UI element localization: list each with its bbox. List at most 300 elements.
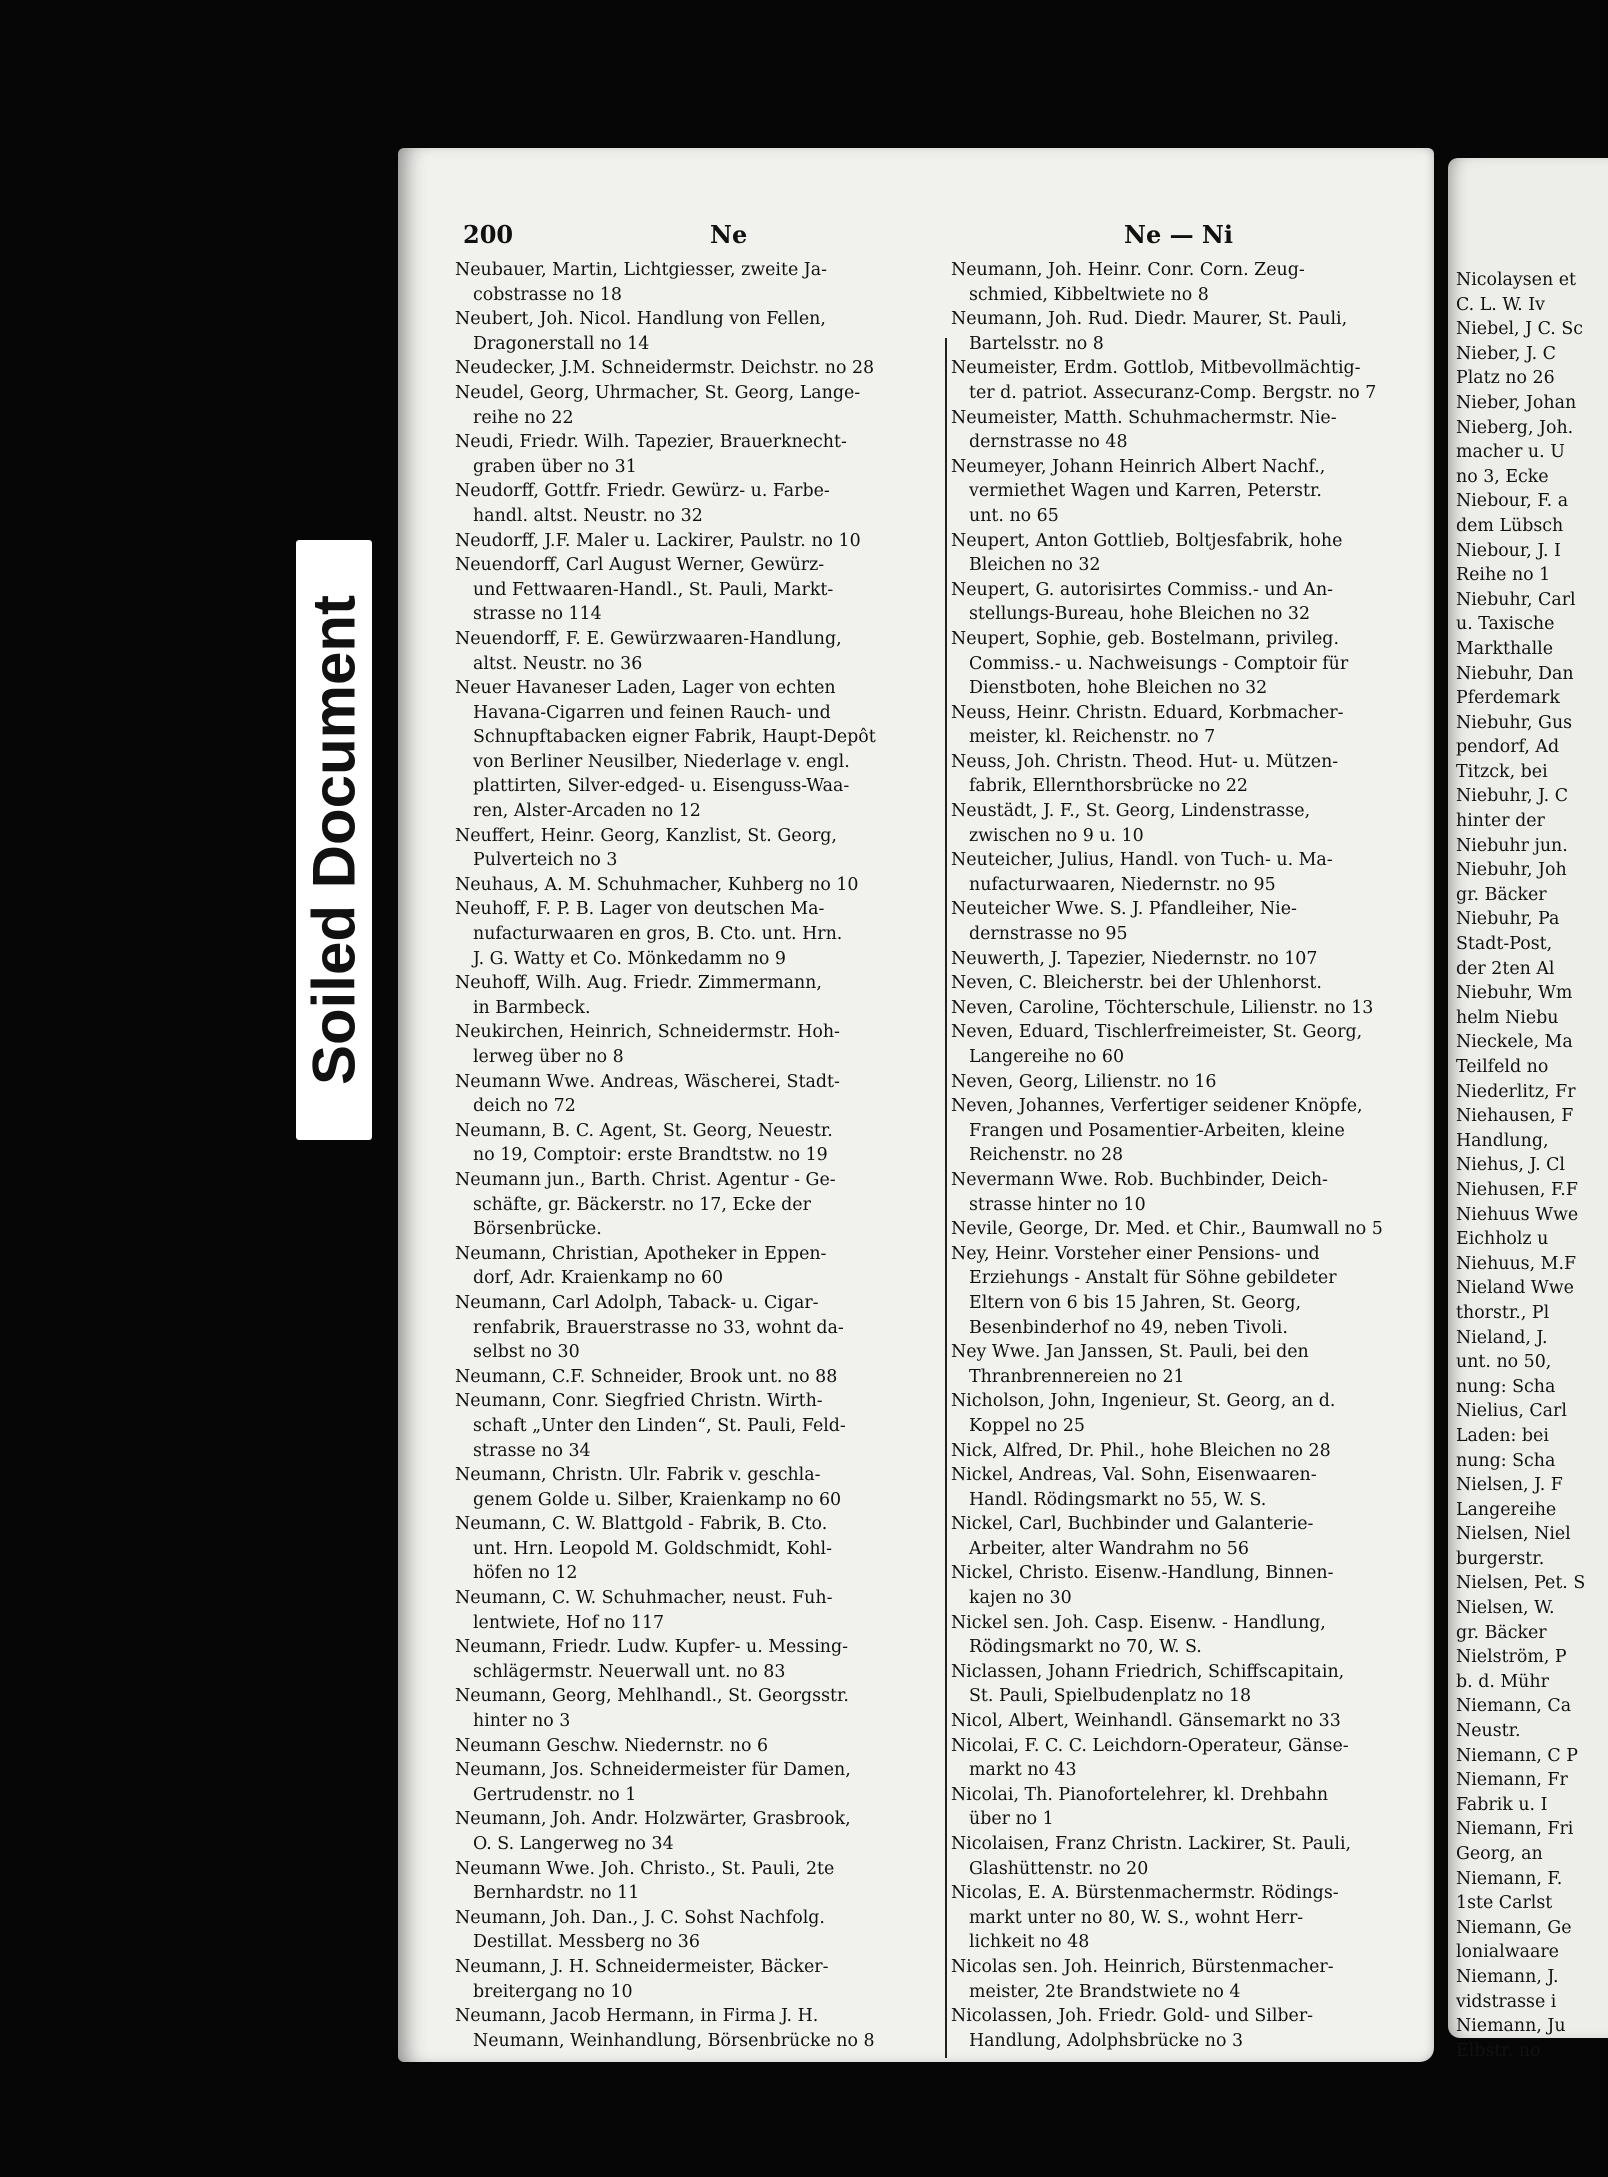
next-page-fragment: Niehusen, F.F xyxy=(1456,1179,1578,1200)
entry-continuation-line: strasse no 34 xyxy=(473,1440,591,1461)
directory-entry xyxy=(455,356,923,381)
next-page-fragment: Niemann, F. xyxy=(1456,1868,1563,1889)
directory-entry xyxy=(951,799,1419,848)
entry-continuation-line: Koppel no 25 xyxy=(969,1415,1085,1436)
directory-entry xyxy=(455,873,923,898)
directory-entry xyxy=(455,1586,923,1635)
entry-name-line: Neumann, Joh. Rud. Diedr. Maurer, St. Pauli, xyxy=(951,309,1348,330)
entry-continuation-line: Glashüttenstr. no 20 xyxy=(969,1858,1149,1879)
next-page-fragment: Niemann, Ge xyxy=(1456,1917,1572,1938)
directory-entry xyxy=(455,1389,923,1463)
entry-continuation-line: schäfte, gr. Bäckerstr. no 17, Ecke der xyxy=(473,1194,811,1215)
entry-name-line: Neubauer, Martin, Lichtgiesser, zweite Ja- xyxy=(455,260,828,280)
next-page-fragment: Niehausen, F xyxy=(1456,1106,1574,1127)
next-page-fragment: Niemann, C P xyxy=(1456,1745,1578,1766)
entry-name-line: Neudorff, Gottfr. Friedr. Gewürz- u. Farbe- xyxy=(455,481,830,502)
next-page-fragment: Niemann, Ca xyxy=(1456,1696,1572,1717)
next-page-fragment: Nieber, Johan xyxy=(1456,392,1577,413)
entry-continuation-line: Eltern von 6 bis 15 Jahren, St. Georg, xyxy=(969,1292,1301,1313)
entry-name-line: Neven, C. Bleicherstr. bei der Uhlenhorst. xyxy=(951,973,1322,994)
directory-entry xyxy=(951,1463,1419,1512)
entry-name-line: Nickel, Christo. Eisenw.-Handlung, Binnen- xyxy=(951,1563,1334,1584)
next-page-fragment: Niebuhr, J. C xyxy=(1456,786,1569,807)
directory-entry xyxy=(455,1955,923,2004)
next-page-fragment: Niebel, J C. Sc xyxy=(1456,319,1584,340)
entry-name-line: Neukirchen, Heinrich, Schneidermstr. Hoh- xyxy=(455,1022,840,1043)
directory-entry xyxy=(455,1906,923,1955)
next-page-fragment: Niebuhr, Pa xyxy=(1456,909,1560,930)
entry-name-line: Neuhoff, Wilh. Aug. Friedr. Zimmermann, xyxy=(455,973,822,994)
next-page-fragment: Platz no 26 xyxy=(1456,368,1555,389)
next-page-fragment: Langereihe xyxy=(1456,1499,1557,1520)
left-column xyxy=(455,258,923,2053)
entry-name-line: Neupert, Sophie, geb. Bostelmann, privileg. xyxy=(951,628,1339,649)
next-page-fragment: 1ste Carlst xyxy=(1456,1893,1553,1914)
directory-entry xyxy=(951,1168,1419,1217)
entry-continuation-line: Pulverteich no 3 xyxy=(473,850,618,871)
next-page-fragment: Nieland, J. xyxy=(1456,1327,1548,1348)
entry-name-line: Nicholson, John, Ingenieur, St. Georg, an d. xyxy=(951,1391,1336,1412)
next-page-fragment: Niebuhr, Dan xyxy=(1456,663,1574,684)
directory-entry xyxy=(951,1832,1419,1881)
column-divider xyxy=(945,338,947,2058)
entry-continuation-line: strasse hinter no 10 xyxy=(969,1194,1146,1215)
entry-name-line: Neudel, Georg, Uhrmacher, St. Georg, Lange- xyxy=(455,382,861,403)
entry-name-line: Neuendorff, Carl August Werner, Gewürz- xyxy=(455,555,825,576)
directory-entry xyxy=(951,1611,1419,1660)
directory-entry xyxy=(951,897,1419,946)
entry-continuation-line: höfen no 12 xyxy=(473,1563,578,1584)
next-page-fragment: nung: Scha xyxy=(1456,1376,1556,1397)
next-page-fragment: Reihe no 1 xyxy=(1456,565,1551,586)
entry-continuation-line: Rödingsmarkt no 70, W. S. xyxy=(969,1637,1202,1658)
directory-entry xyxy=(951,356,1419,405)
next-page-fragment: gr. Bäcker xyxy=(1456,1622,1547,1643)
entry-continuation-line: O. S. Langerweg no 34 xyxy=(473,1834,674,1854)
entry-continuation-line: Handlung, Adolphsbrücke no 3 xyxy=(969,2030,1244,2051)
entry-continuation-line: renfabrik, Brauerstrasse no 33, wohnt da- xyxy=(473,1317,844,1338)
entry-continuation-line: fabrik, Ellernthorsbrücke no 22 xyxy=(969,776,1248,797)
entry-name-line: Neumann, Friedr. Ludw. Kupfer- u. Messing- xyxy=(455,1637,848,1658)
directory-entry xyxy=(951,307,1419,356)
next-page-fragment: Elbstr. no xyxy=(1456,2040,1541,2061)
next-page-fragment: Niehus, J. Cl xyxy=(1456,1155,1565,1176)
next-page-fragment: Niemann, J. xyxy=(1456,1966,1559,1987)
entry-continuation-line: Besenbinderhof no 49, neben Tivoli. xyxy=(969,1317,1288,1338)
directory-entry xyxy=(951,578,1419,627)
directory-entry xyxy=(951,1512,1419,1561)
entry-continuation-line: lerweg über no 8 xyxy=(473,1047,624,1067)
entry-name-line: Nicolassen, Joh. Friedr. Gold- und Silber- xyxy=(951,2006,1314,2027)
directory-entry xyxy=(951,1340,1419,1389)
directory-entry xyxy=(455,430,923,479)
directory-entry xyxy=(455,1020,923,1069)
entry-continuation-line: vermiethet Wagen und Karren, Peterstr. xyxy=(969,481,1322,502)
next-page-fragment: Niebuhr jun. xyxy=(1456,835,1568,856)
directory-entry xyxy=(455,479,923,528)
next-page-fragment: Niebuhr, Joh xyxy=(1456,860,1567,881)
directory-entry xyxy=(951,1020,1419,1069)
entry-continuation-line: Bartelsstr. no 8 xyxy=(969,333,1104,354)
entry-continuation-line: von Berliner Neusilber, Niederlage v. engl. xyxy=(473,751,850,772)
entry-continuation-line: genem Golde u. Silber, Kraienkamp no 60 xyxy=(473,1489,842,1510)
entry-continuation-line: meister, 2te Brandstwiete no 4 xyxy=(969,1981,1241,2002)
entry-continuation-line: Commiss.- u. Nachweisungs - Comptoir für xyxy=(969,653,1349,674)
next-page-fragment: Neustr. xyxy=(1456,1721,1521,1742)
directory-entry xyxy=(455,824,923,873)
next-page-fragment: Nielsen, J. F xyxy=(1456,1475,1563,1496)
entry-continuation-line: unt. no 65 xyxy=(969,505,1059,526)
entry-name-line: Neumann, B. C. Agent, St. Georg, Neuestr. xyxy=(455,1120,833,1141)
entry-name-line: Neudecker, J.M. Schneidermstr. Deichstr. no 28 xyxy=(455,358,875,379)
directory-entry xyxy=(951,1734,1419,1783)
entry-continuation-line: ter d. patriot. Assecuranz-Comp. Bergstr. no 7 xyxy=(969,382,1377,403)
directory-entry xyxy=(455,1070,923,1119)
entry-name-line: Neven, Johannes, Verfertiger seidener Knöpfe, xyxy=(951,1096,1363,1117)
next-page-fragment: b. d. Mühr xyxy=(1456,1671,1549,1692)
next-page-fragment: lonialwaare xyxy=(1456,1942,1559,1963)
soiled-document-stamp: Soiled Document xyxy=(300,594,368,1086)
next-page-fragment: Niehuus Wwe xyxy=(1456,1204,1579,1225)
next-page-fragment: Fabrik u. I xyxy=(1456,1794,1548,1815)
directory-entry xyxy=(455,1734,923,1759)
entry-continuation-line: altst. Neustr. no 36 xyxy=(473,653,643,674)
directory-entry xyxy=(455,1365,923,1390)
entry-continuation-line: Bernhardstr. no 11 xyxy=(473,1883,640,1904)
entry-name-line: Neumann, Georg, Mehlhandl., St. Georgsstr. xyxy=(455,1686,849,1707)
directory-entry xyxy=(455,1857,923,1906)
entry-continuation-line: J. G. Watty et Co. Mönkedamm no 9 xyxy=(473,948,786,969)
next-page-edge xyxy=(1448,158,1608,2061)
entry-name-line: Ney, Heinr. Vorsteher einer Pensions- und xyxy=(951,1243,1320,1264)
directory-entry xyxy=(455,897,923,971)
directory-entry xyxy=(951,1439,1419,1464)
entry-continuation-line: in Barmbeck. xyxy=(473,997,591,1018)
entry-name-line: Nicolas, E. A. Bürstenmachermstr. Rödings- xyxy=(951,1883,1339,1904)
directory-entry xyxy=(455,381,923,430)
next-page-fragment: C. L. W. Iv xyxy=(1456,294,1545,315)
entry-continuation-line: Erziehungs - Anstalt für Söhne gebildeter xyxy=(969,1268,1337,1289)
entry-continuation-line: und Fettwaaren-Handl., St. Pauli, Markt- xyxy=(473,579,834,600)
entry-name-line: Neudi, Friedr. Wilh. Tapezier, Brauerknecht- xyxy=(455,432,847,453)
entry-continuation-line: Thranbrennereien no 21 xyxy=(969,1366,1185,1387)
next-page-fragment: Nieber, J. C xyxy=(1456,343,1556,364)
entry-name-line: Ney Wwe. Jan Janssen, St. Pauli, bei den xyxy=(951,1342,1309,1363)
next-page-fragment: Niebour, J. I xyxy=(1456,540,1561,561)
entry-name-line: Neuss, Heinr. Christn. Eduard, Korbmacher- xyxy=(951,702,1344,723)
next-page-fragment: Niehuus, M.F xyxy=(1456,1253,1577,1274)
entry-name-line: Neuhoff, F. P. B. Lager von deutschen Ma- xyxy=(455,899,825,920)
directory-entry xyxy=(951,1881,1419,1955)
entry-continuation-line: graben über no 31 xyxy=(473,456,637,477)
directory-entry xyxy=(455,1168,923,1242)
entry-name-line: Neumeister, Erdm. Gottlob, Mitbevollmächtig- xyxy=(951,358,1361,379)
directory-entry xyxy=(951,1561,1419,1610)
entry-name-line: Neumann, Joh. Heinr. Conr. Corn. Zeug- xyxy=(951,260,1305,280)
next-page-fragment: Niemann, Ju xyxy=(1456,2016,1566,2037)
entry-name-line: Nickel, Andreas, Val. Sohn, Eisenwaaren- xyxy=(951,1465,1317,1486)
entry-name-line: Neumann, Christian, Apotheker in Eppen- xyxy=(455,1243,827,1264)
entry-name-line: Neumann, Conr. Siegfried Christn. Wirth- xyxy=(455,1391,823,1412)
directory-entry xyxy=(951,947,1419,972)
entry-continuation-line: St. Pauli, Spielbudenplatz no 18 xyxy=(969,1686,1252,1707)
directory-entry xyxy=(951,2004,1419,2053)
directory-entry xyxy=(951,750,1419,799)
entry-continuation-line: hinter no 3 xyxy=(473,1711,571,1732)
entry-name-line: Nicolai, Th. Pianofortelehrer, kl. Drehbahn xyxy=(951,1784,1329,1805)
directory-entry xyxy=(951,529,1419,578)
entry-continuation-line: Schnupftabacken eigner Fabrik, Haupt-Depôt xyxy=(473,727,876,748)
entry-continuation-line: nufacturwaaren en gros, B. Cto. unt. Hrn. xyxy=(473,924,843,945)
next-page-fragment: Niebuhr, Wm xyxy=(1456,983,1573,1004)
next-page-fragment: Nielsen, Niel xyxy=(1456,1524,1571,1545)
next-page-fragment: hinter der xyxy=(1456,811,1545,832)
directory-entry xyxy=(951,971,1419,996)
directory-entry xyxy=(951,1955,1419,2004)
entry-name-line: Neuteicher Wwe. S. J. Pfandleiher, Nie- xyxy=(951,899,1297,920)
entry-name-line: Neupert, Anton Gottlieb, Boltjesfabrik, hohe xyxy=(951,530,1343,551)
entry-name-line: Neuhaus, A. M. Schuhmacher, Kuhberg no 10 xyxy=(455,874,859,895)
entry-continuation-line: nufacturwaaren, Niedernstr. no 95 xyxy=(969,874,1276,895)
next-page-fragment: Niederlitz, Fr xyxy=(1456,1081,1576,1102)
directory-entry xyxy=(951,1389,1419,1438)
next-page-fragment: Niemann, Fr xyxy=(1456,1770,1568,1791)
entry-name-line: Neumeister, Matth. Schuhmachermstr. Nie- xyxy=(951,407,1337,428)
next-page-fragment: Stadt-Post, xyxy=(1456,934,1553,955)
entry-continuation-line: dernstrasse no 95 xyxy=(969,924,1128,945)
directory-entry xyxy=(455,1512,923,1586)
entry-name-line: Neumann jun., Barth. Christ. Agentur - Ge- xyxy=(455,1169,836,1190)
entry-name-line: Neumann Geschw. Niedernstr. no 6 xyxy=(455,1735,769,1756)
entry-name-line: Neuer Havaneser Laden, Lager von echten xyxy=(455,678,836,699)
entry-name-line: Neumann, C. W. Schuhmacher, neust. Fuh- xyxy=(455,1588,833,1609)
directory-entry xyxy=(951,1070,1419,1095)
directory-page xyxy=(398,148,1434,2062)
entry-name-line: Nicolas sen. Joh. Heinrich, Bürstenmacher- xyxy=(951,1956,1334,1977)
directory-entry xyxy=(455,1684,923,1733)
directory-entry xyxy=(455,1463,923,1512)
next-page-fragment: no 3, Ecke xyxy=(1456,466,1549,487)
entry-name-line: Nickel sen. Joh. Casp. Eisenw. - Handlung, xyxy=(951,1612,1326,1633)
next-page-fragment: Nielsen, Pet. S xyxy=(1456,1573,1586,1594)
entry-continuation-line: meister, kl. Reichenstr. no 7 xyxy=(969,727,1216,748)
next-page-fragment: Georg, an xyxy=(1456,1844,1543,1864)
directory-entry xyxy=(951,627,1419,701)
next-page-fragment: Titzck, bei xyxy=(1456,761,1548,782)
entry-name-line: Nicolai, F. C. C. Leichdorn-Operateur, Gänse- xyxy=(951,1735,1349,1756)
directory-entry xyxy=(455,1758,923,1807)
directory-entry xyxy=(455,1119,923,1168)
entry-name-line: Neumann, Joh. Dan., J. C. Sohst Nachfolg. xyxy=(455,1907,825,1928)
next-page-fragment: der 2ten Al xyxy=(1456,958,1555,979)
directory-entry xyxy=(951,1783,1419,1832)
entry-continuation-line: schaft „Unter den Linden“, St. Pauli, Feld- xyxy=(473,1415,846,1436)
next-page-fragment: Nicolaysen et xyxy=(1456,270,1576,290)
directory-entry xyxy=(455,676,923,824)
entry-continuation-line: reihe no 22 xyxy=(473,407,574,428)
directory-entry xyxy=(455,258,923,307)
page-number: 200 xyxy=(463,220,514,249)
entry-continuation-line: markt no 43 xyxy=(969,1760,1077,1781)
entry-name-line: Niclassen, Johann Friedrich, Schiffscapitain, xyxy=(951,1661,1345,1682)
entry-continuation-line: Dienstboten, hohe Bleichen no 32 xyxy=(969,678,1268,699)
entry-name-line: Nickel, Carl, Buchbinder und Galanterie- xyxy=(951,1514,1314,1535)
directory-entry xyxy=(455,529,923,554)
entry-name-line: Neumann, C. W. Blattgold - Fabrik, B. Cto. xyxy=(455,1514,828,1535)
entry-continuation-line: breitergang no 10 xyxy=(473,1981,633,2002)
next-page-fragment: Nieland Wwe xyxy=(1456,1278,1574,1299)
directory-entry xyxy=(951,1217,1419,1242)
directory-entry xyxy=(455,627,923,676)
next-page-fragment: Niebuhr, Gus xyxy=(1456,712,1573,733)
entry-name-line: Neumann, Joh. Andr. Holzwärter, Grasbrook, xyxy=(455,1809,851,1830)
entry-continuation-line: unt. Hrn. Leopold M. Goldschmidt, Kohl- xyxy=(473,1538,832,1559)
next-page-fragment: Pferdemark xyxy=(1456,688,1560,709)
entry-continuation-line: cobstrasse no 18 xyxy=(473,284,622,305)
entry-continuation-line: kajen no 30 xyxy=(969,1588,1072,1609)
directory-entry xyxy=(951,406,1419,455)
next-page-fragment: pendorf, Ad xyxy=(1456,737,1560,758)
entry-continuation-line: schmied, Kibbeltwiete no 8 xyxy=(969,284,1209,305)
entry-continuation-line: Handl. Rödingsmarkt no 55, W. S. xyxy=(969,1489,1267,1510)
entry-continuation-line: selbst no 30 xyxy=(473,1342,580,1363)
right-column xyxy=(951,258,1419,2053)
directory-entry xyxy=(951,1709,1419,1734)
next-page-fragment: Eichholz u xyxy=(1456,1229,1549,1250)
next-page-fragment: u. Taxische xyxy=(1456,614,1555,635)
entry-continuation-line: zwischen no 9 u. 10 xyxy=(969,825,1144,846)
next-page-fragment: Nielsen, W. xyxy=(1456,1598,1555,1619)
entry-name-line: Nick, Alfred, Dr. Phil., hohe Bleichen no 28 xyxy=(951,1440,1331,1461)
entry-name-line: Neven, Georg, Lilienstr. no 16 xyxy=(951,1071,1217,1092)
next-page-fragment: Niebuhr, Carl xyxy=(1456,589,1576,610)
next-page-fragment: Markthalle xyxy=(1456,638,1553,659)
directory-entry xyxy=(951,1242,1419,1340)
next-page-fragment: Nieckele, Ma xyxy=(1456,1032,1573,1053)
entry-name-line: Neuwerth, J. Tapezier, Niedernstr. no 107 xyxy=(951,948,1318,969)
next-page-fragment: vidstrasse i xyxy=(1456,1991,1557,2012)
entry-name-line: Neumann, Carl Adolph, Taback- u. Cigar- xyxy=(455,1292,819,1313)
directory-entry xyxy=(455,1635,923,1684)
directory-entry xyxy=(455,553,923,627)
entry-name-line: Neubert, Joh. Nicol. Handlung von Fellen, xyxy=(455,309,826,330)
directory-entry xyxy=(455,2004,923,2053)
next-page-fragment: macher u. U xyxy=(1456,442,1565,463)
entry-name-line: Neumann, J. H. Schneidermeister, Bäcker- xyxy=(455,1956,829,1977)
directory-entry xyxy=(951,1660,1419,1709)
entry-name-line: Neupert, G. autorisirtes Commiss.- und An- xyxy=(951,579,1334,600)
entry-continuation-line: Frangen und Posamentier-Arbeiten, kleine xyxy=(969,1120,1345,1141)
entry-continuation-line: dernstrasse no 48 xyxy=(969,432,1128,453)
entry-continuation-line: Gertrudenstr. no 1 xyxy=(473,1784,637,1805)
entry-name-line: Neumann, Jacob Hermann, in Firma J. H. xyxy=(455,2006,819,2027)
next-page-fragment: Handlung, xyxy=(1456,1130,1549,1151)
next-page-fragment: gr. Bäcker xyxy=(1456,884,1547,905)
directory-entry xyxy=(455,1291,923,1365)
entry-name-line: Neumann Wwe. Andreas, Wäscherei, Stadt- xyxy=(455,1071,840,1092)
entry-continuation-line: Arbeiter, alter Wandrahm no 56 xyxy=(969,1538,1249,1559)
entry-continuation-line: lichkeit no 48 xyxy=(969,1932,1090,1953)
next-page-fragment: thorstr., Pl xyxy=(1456,1302,1550,1323)
entry-continuation-line: markt unter no 80, W. S., wohnt Herr- xyxy=(969,1907,1304,1928)
directory-entry xyxy=(455,1807,923,1856)
next-page-fragment: Nielius, Carl xyxy=(1456,1401,1567,1422)
entry-continuation-line: Langereihe no 60 xyxy=(969,1047,1125,1067)
entry-continuation-line: ren, Alster-Arcaden no 12 xyxy=(473,801,701,822)
entry-continuation-line: Bleichen no 32 xyxy=(969,555,1101,576)
directory-entry xyxy=(951,1094,1419,1168)
entry-name-line: Neumann, Christn. Ulr. Fabrik v. geschla- xyxy=(455,1465,821,1486)
entry-name-line: Nicol, Albert, Weinhandl. Gänsemarkt no 33 xyxy=(951,1711,1341,1732)
entry-name-line: Neudorff, J.F. Maler u. Lackirer, Paulstr. no 10 xyxy=(455,530,861,551)
entry-continuation-line: lentwiete, Hof no 117 xyxy=(473,1612,665,1633)
entry-continuation-line: plattirten, Silver-edged- u. Eisenguss-Waa- xyxy=(473,776,850,797)
entry-name-line: Neuss, Joh. Christn. Theod. Hut- u. Mützen- xyxy=(951,751,1339,772)
entry-name-line: Neumeyer, Johann Heinrich Albert Nachf., xyxy=(951,456,1326,477)
entry-continuation-line: Destillat. Messberg no 36 xyxy=(473,1932,700,1953)
entry-name-line: Nicolaisen, Franz Christn. Lackirer, St. Pauli, xyxy=(951,1834,1352,1854)
entry-name-line: Neven, Caroline, Töchterschule, Lilienstr. no 13 xyxy=(951,997,1374,1018)
entry-continuation-line: Dragonerstall no 14 xyxy=(473,333,650,354)
next-page-fragment: nung: Scha xyxy=(1456,1450,1556,1471)
entry-name-line: Neuteicher, Julius, Handl. von Tuch- u. Ma- xyxy=(951,850,1333,871)
next-page-fragment: burgerstr. xyxy=(1456,1548,1545,1569)
next-page-fragment: Nielström, P xyxy=(1456,1647,1567,1668)
directory-entry xyxy=(951,996,1419,1021)
next-page-fragment: dem Lübsch xyxy=(1456,515,1564,536)
entry-continuation-line: Reichenstr. no 28 xyxy=(969,1145,1124,1166)
directory-entry xyxy=(455,307,923,356)
next-page-fragment: Niemann, Fri xyxy=(1456,1819,1574,1840)
entry-name-line: Neustädt, J. F., St. Georg, Lindenstrasse, xyxy=(951,801,1311,822)
entry-continuation-line: schlägermstr. Neuerwall unt. no 83 xyxy=(473,1661,786,1682)
entry-continuation-line: handl. altst. Neustr. no 32 xyxy=(473,505,703,526)
entry-continuation-line: strasse no 114 xyxy=(473,604,602,625)
entry-continuation-line: deich no 72 xyxy=(473,1096,576,1117)
left-column-title: Ne xyxy=(710,220,748,249)
next-page-fragment: unt. no 50, xyxy=(1456,1352,1552,1373)
entry-name-line: Neumann, Jos. Schneidermeister für Damen, xyxy=(455,1760,851,1781)
next-page-fragment: Teilfeld no xyxy=(1456,1057,1549,1077)
directory-entry xyxy=(951,258,1419,307)
next-page-fragment: Nieberg, Joh. xyxy=(1456,417,1574,438)
entry-continuation-line: Havana-Cigarren und feinen Rauch- und xyxy=(473,702,831,723)
entry-continuation-line: no 19, Comptoir: erste Brandtstw. no 19 xyxy=(473,1145,828,1166)
directory-entry xyxy=(951,848,1419,897)
entry-name-line: Neumann Wwe. Joh. Christo., St. Pauli, 2te xyxy=(455,1858,835,1879)
directory-entry xyxy=(951,455,1419,529)
entry-continuation-line: dorf, Adr. Kraienkamp no 60 xyxy=(473,1268,724,1289)
entry-name-line: Neumann, C.F. Schneider, Brook unt. no 88 xyxy=(455,1366,838,1387)
entry-name-line: Neuendorff, F. E. Gewürzwaaren-Handlung, xyxy=(455,628,842,649)
entry-name-line: Nevermann Wwe. Rob. Buchbinder, Deich- xyxy=(951,1169,1328,1190)
next-page-fragment: helm Niebu xyxy=(1456,1007,1559,1028)
entry-continuation-line: über no 1 xyxy=(969,1809,1054,1830)
next-page-fragment: Niebour, F. a xyxy=(1456,491,1569,512)
entry-continuation-line: stellungs-Bureau, hohe Bleichen no 32 xyxy=(969,604,1311,625)
entry-continuation-line: Börsenbrücke. xyxy=(473,1219,602,1240)
entry-name-line: Neuffert, Heinr. Georg, Kanzlist, St. Georg, xyxy=(455,825,837,846)
entry-name-line: Nevile, George, Dr. Med. et Chir., Baumwall no 5 xyxy=(951,1219,1383,1240)
directory-entry xyxy=(455,1242,923,1291)
right-column-title: Ne — Ni xyxy=(1124,220,1233,249)
next-page-column xyxy=(1456,268,1606,2063)
entry-continuation-line: Neumann, Weinhandlung, Börsenbrücke no 8 xyxy=(473,2030,875,2051)
directory-entry xyxy=(951,701,1419,750)
directory-entry xyxy=(455,971,923,1020)
next-page-fragment: Laden: bei xyxy=(1456,1425,1549,1446)
entry-name-line: Neven, Eduard, Tischlerfreimeister, St. Georg, xyxy=(951,1022,1363,1043)
